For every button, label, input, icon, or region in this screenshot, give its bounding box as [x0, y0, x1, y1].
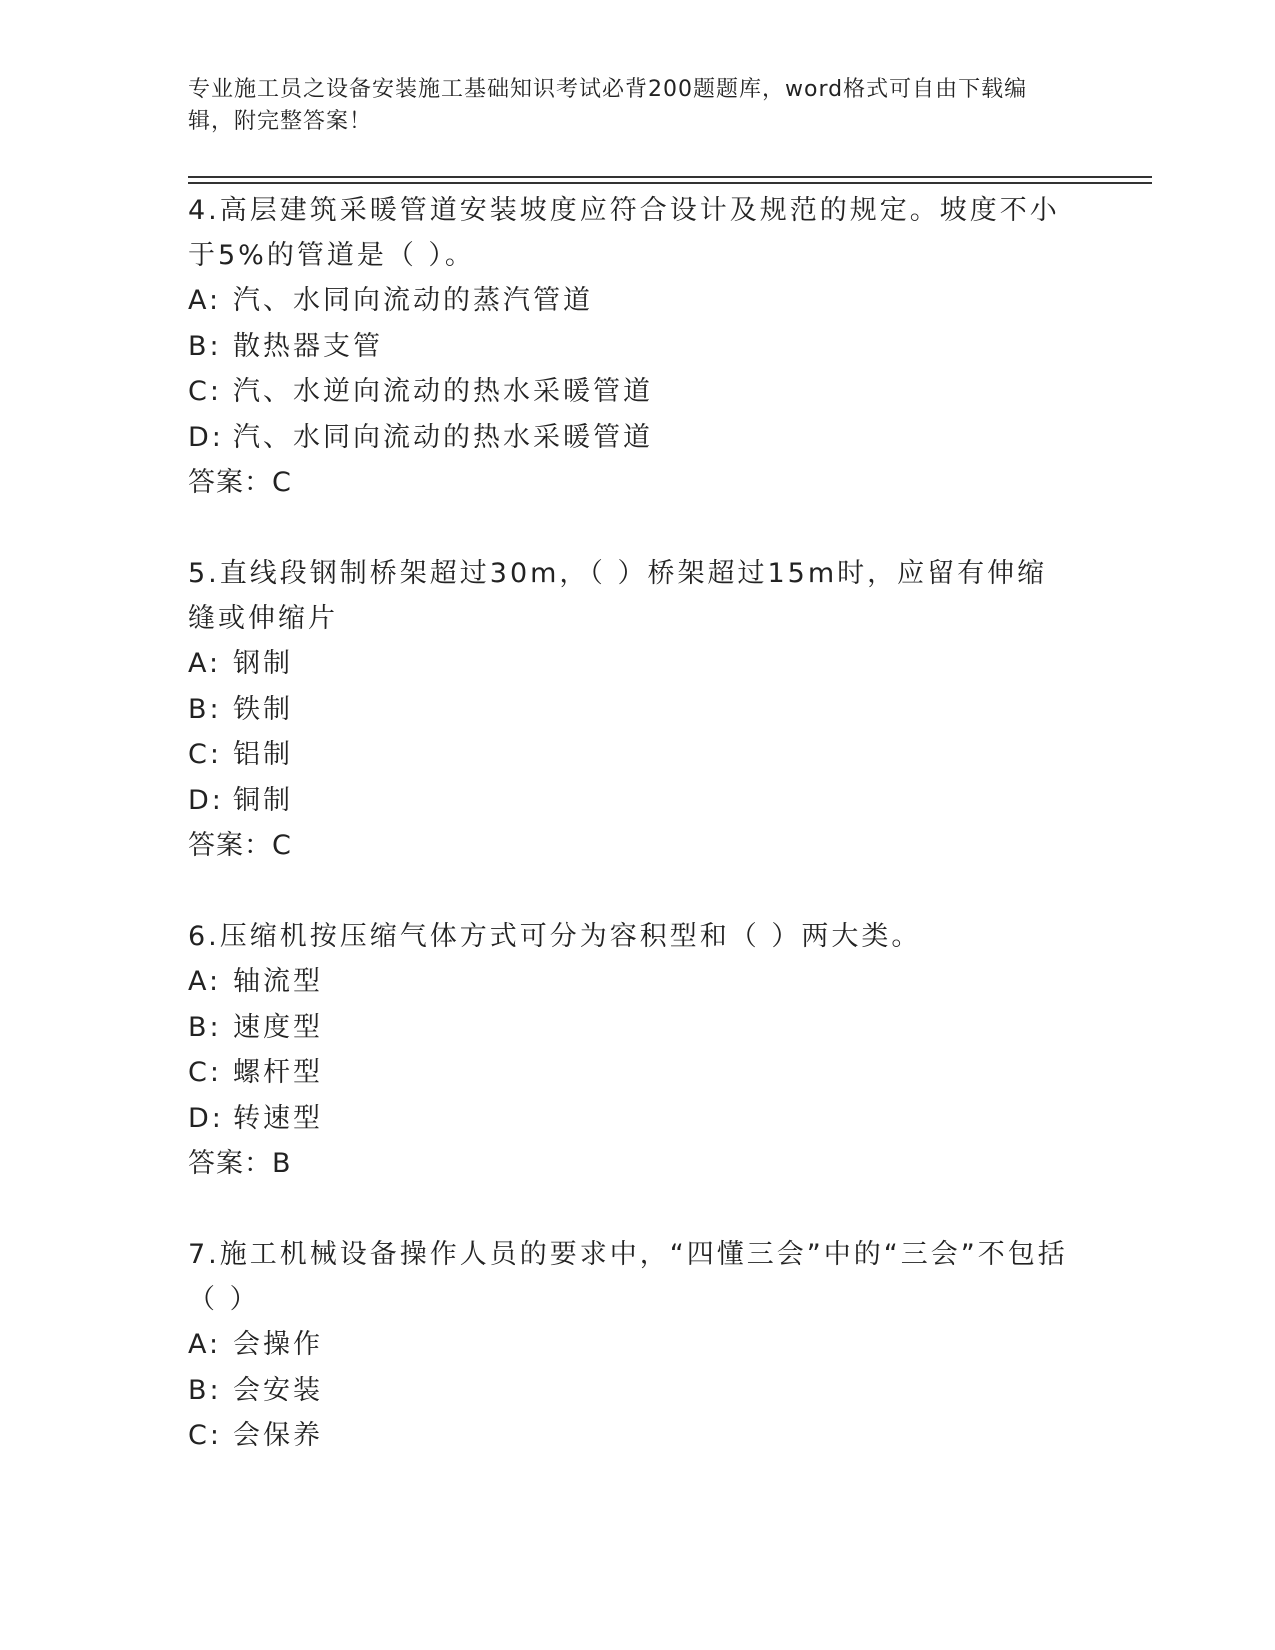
option-b	[188, 1005, 1068, 1051]
question-stem: 5.直线段钢制桥架超过30m，（ ）桥架超过15m时，应留有伸缩缝或伸缩片	[188, 558, 1048, 634]
option-c	[188, 369, 1068, 415]
question-stem: 7.施工机械设备操作人员的要求中，“四懂三会”中的“三会”不包括（ ）	[188, 1239, 1068, 1315]
question-7	[188, 1232, 1068, 1459]
answer-line: 答案：C	[188, 467, 292, 498]
option-letter: B:	[188, 330, 222, 362]
option-text: 转速型	[233, 1102, 323, 1134]
option-text: 散热器支管	[233, 330, 383, 362]
question-list	[188, 188, 1068, 1505]
question-6	[188, 914, 1068, 1186]
option-letter: A:	[188, 648, 222, 679]
option-d	[188, 1096, 1068, 1142]
option-b	[188, 687, 1068, 733]
option-letter: C:	[188, 376, 222, 407]
option-b	[188, 324, 1068, 370]
option-text: 汽、水逆向流动的热水采暖管道	[233, 376, 653, 407]
option-letter: D:	[188, 784, 224, 816]
option-letter: B:	[188, 1374, 222, 1406]
option-a	[188, 959, 1068, 1005]
option-letter: C:	[188, 739, 222, 770]
option-letter: C:	[188, 1057, 222, 1088]
option-letter: B:	[188, 693, 222, 725]
option-text: 轴流型	[233, 966, 323, 997]
answer-line: 答案：C	[188, 830, 292, 861]
option-c	[188, 1050, 1068, 1096]
option-a	[188, 1322, 1068, 1368]
option-letter: A:	[188, 285, 222, 316]
option-d	[188, 415, 1068, 461]
question-5	[188, 551, 1068, 868]
option-text: 会操作	[233, 1329, 323, 1360]
option-a	[188, 278, 1068, 324]
option-text: 铁制	[233, 693, 293, 725]
option-c	[188, 1413, 1068, 1459]
document-header: 专业施工员之设备安装施工基础知识考试必背200题题库，word格式可自由下载编辑，附完整答案！	[188, 77, 1028, 134]
option-text: 螺杆型	[233, 1057, 323, 1088]
answer-line: 答案：B	[188, 1148, 292, 1179]
header-divider-top	[188, 176, 1152, 178]
option-letter: B:	[188, 1011, 222, 1043]
question-4	[188, 188, 1068, 505]
option-letter: D:	[188, 421, 224, 453]
option-text: 铜制	[233, 784, 293, 816]
option-text: 汽、水同向流动的蒸汽管道	[233, 285, 593, 316]
option-b	[188, 1368, 1068, 1414]
option-text: 会安装	[233, 1374, 323, 1406]
header-divider-bottom	[188, 182, 1152, 184]
option-c	[188, 732, 1068, 778]
option-letter: A:	[188, 1329, 222, 1360]
option-a	[188, 641, 1068, 687]
question-stem: 6.压缩机按压缩气体方式可分为容积型和（ ）两大类。	[188, 921, 922, 952]
option-letter: A:	[188, 966, 222, 997]
option-text: 速度型	[233, 1011, 323, 1043]
option-text: 会保养	[233, 1420, 323, 1451]
option-letter: D:	[188, 1102, 224, 1134]
question-stem: 4.高层建筑采暖管道安装坡度应符合设计及规范的规定。坡度不小于5%的管道是（ ）。	[188, 195, 1060, 271]
option-text: 汽、水同向流动的热水采暖管道	[233, 421, 653, 453]
option-d	[188, 778, 1068, 824]
option-text: 铝制	[233, 739, 293, 770]
option-letter: C:	[188, 1420, 222, 1451]
option-text: 钢制	[233, 648, 293, 679]
